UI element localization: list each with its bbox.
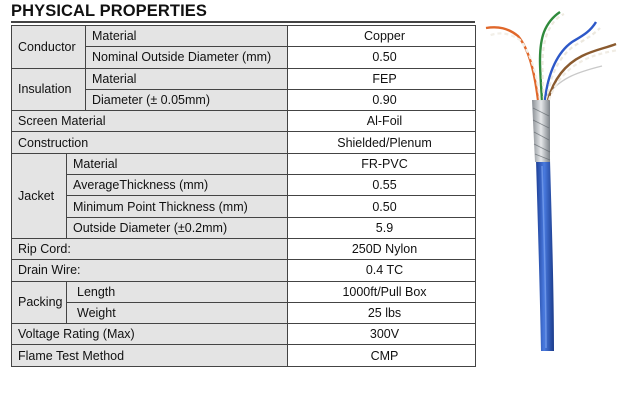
drain-wire-value: 0.4 TC <box>288 260 476 281</box>
table-row <box>12 238 476 259</box>
conductor-diameter-label: Nominal Outside Diameter (mm) <box>86 47 288 68</box>
packing-weight-label: Weight <box>67 302 288 323</box>
screen-material-value: Al-Foil <box>288 111 476 132</box>
section-title: PHYSICAL PROPERTIES <box>11 2 207 20</box>
voltage-rating-label: Voltage Rating (Max) <box>12 324 288 345</box>
title-underline <box>11 21 475 23</box>
jacket-label: Jacket <box>12 153 67 238</box>
jacket-avg-thickness-label: AverageThickness (mm) <box>67 175 288 196</box>
jacket-outside-diameter-label: Outside Diameter (±0.2mm) <box>67 217 288 238</box>
jacket-outside-diameter-value: 5.9 <box>288 217 476 238</box>
foil-shield <box>532 100 550 162</box>
table-row <box>12 68 476 89</box>
insulation-diameter-label: Diameter (± 0.05mm) <box>86 89 288 110</box>
construction-label: Construction <box>12 132 288 153</box>
flame-test-value: CMP <box>288 345 476 366</box>
drain-wire <box>544 66 602 100</box>
table-row <box>12 302 476 323</box>
rip-cord-value: 250D Nylon <box>288 238 476 259</box>
insulation-diameter-value: 0.90 <box>288 89 476 110</box>
pair-orange <box>486 27 538 100</box>
conductor-diameter-value: 0.50 <box>288 47 476 68</box>
table-row <box>12 132 476 153</box>
conductor-material-label: Material <box>86 26 288 47</box>
insulation-material-label: Material <box>86 68 288 89</box>
conductor-material-value: Copper <box>288 26 476 47</box>
rip-cord-label: Rip Cord: <box>12 238 288 259</box>
table-row <box>12 260 476 281</box>
jacket-material-label: Material <box>67 153 288 174</box>
packing-length-label: Length <box>67 281 288 302</box>
jacket-material-value: FR-PVC <box>288 153 476 174</box>
screen-material-label: Screen Material <box>12 111 288 132</box>
table-row <box>12 26 476 47</box>
table-row <box>12 153 476 174</box>
table-row <box>12 175 476 196</box>
jacket-min-thickness-value: 0.50 <box>288 196 476 217</box>
table-row <box>12 196 476 217</box>
packing-length-value: 1000ft/Pull Box <box>288 281 476 302</box>
jacket-avg-thickness-value: 0.55 <box>288 175 476 196</box>
conductor-label: Conductor <box>12 26 86 69</box>
insulation-label: Insulation <box>12 68 86 111</box>
table-row <box>12 217 476 238</box>
packing-label: Packing <box>12 281 67 324</box>
voltage-rating-value: 300V <box>288 324 476 345</box>
physical-properties-table <box>11 25 476 367</box>
flame-test-label: Flame Test Method <box>12 345 288 366</box>
table-row <box>12 345 476 366</box>
insulation-material-value: FEP <box>288 68 476 89</box>
jacket-min-thickness-label: Minimum Point Thickness (mm) <box>67 196 288 217</box>
packing-weight-value: 25 lbs <box>288 302 476 323</box>
table-row <box>12 111 476 132</box>
table-row <box>12 324 476 345</box>
cable-product-image <box>478 8 620 358</box>
drain-wire-label: Drain Wire: <box>12 260 288 281</box>
table-row <box>12 281 476 302</box>
construction-value: Shielded/Plenum <box>288 132 476 153</box>
